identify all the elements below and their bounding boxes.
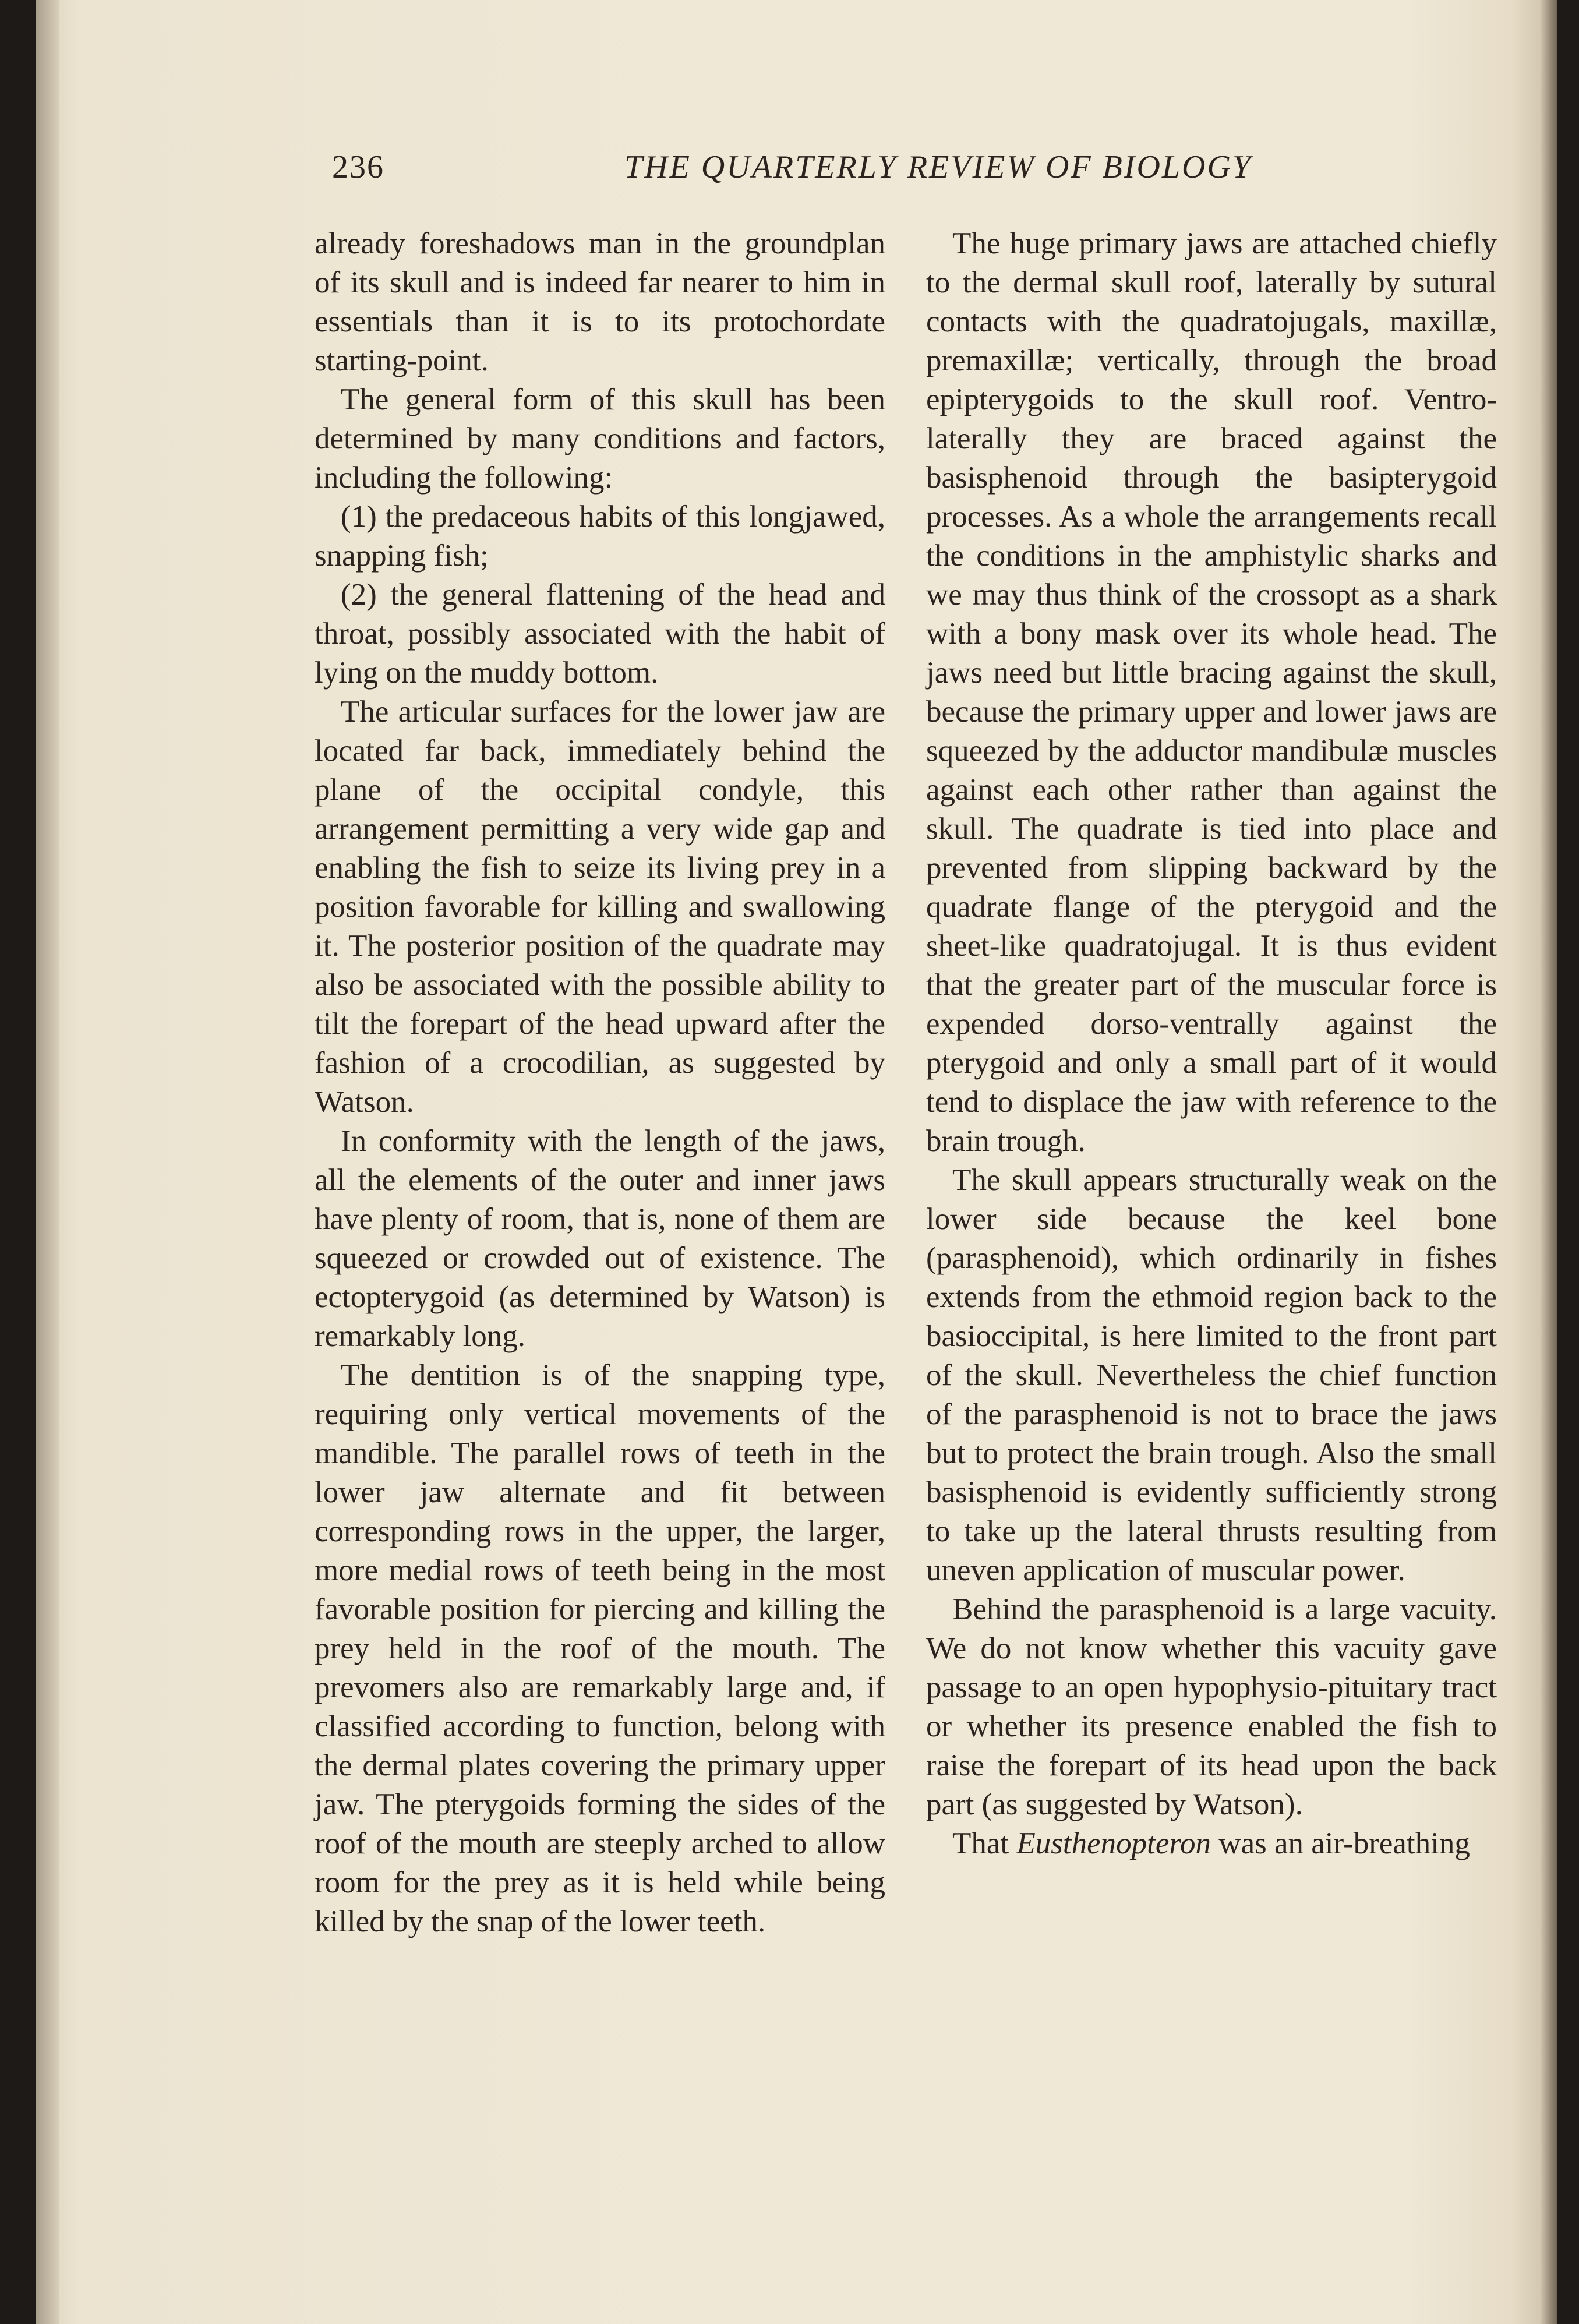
- last-line-suffix: was an air-breathing: [1218, 1827, 1470, 1860]
- page-gutter: [36, 0, 59, 2324]
- list-item: (1) the predaceous habits of this longjawed, snapping fish;: [315, 500, 885, 573]
- running-head: [36, 149, 1557, 195]
- right-column: [926, 224, 1497, 1863]
- taxon-name: Eusthenopteron: [1016, 1827, 1211, 1860]
- left-column: [315, 224, 885, 1941]
- paragraph: The articular surfaces for the lower jaw are located far back, immediately behind the plane of the occipital condyle, this arrangement permitting a very wide gap and enabling the fish to seize its living prey in a position favorable for killing and swallowing it. The posterior position of the quadrate may also be associated with the possible ability to tilt the forepart of the head upward after the fashion of a crocodilian, as suggested by Watson.: [315, 695, 885, 1119]
- paragraph: The general form of this skull has been determined by many conditions and factors, including the following:: [315, 383, 885, 495]
- book-page: [36, 0, 1557, 2324]
- page-number: 236: [332, 149, 384, 185]
- paragraph: Behind the parasphenoid is a large vacuity. We do not know whether this vacuity gave passage to an open hypophysio-pituitary tract or whether its presence enabled the fish to raise the forepart of its head upon the back part (as suggested by Watson).: [926, 1592, 1497, 1821]
- paragraph: already foreshadows man in the groundplan of its skull and is indeed far nearer to him in essentials than it is to its protochordate starting-point.: [315, 227, 885, 377]
- list-item: (2) the general flattening of the head and throat, possibly associated with the habit of lying on the muddy bottom.: [315, 578, 885, 690]
- last-line-prefix: That: [952, 1827, 1009, 1860]
- paragraph-last-line: [926, 1824, 1497, 1863]
- paragraph: The huge primary jaws are attached chiefly to the dermal skull roof, laterally by sutural contacts with the quadratojugals, maxillæ, premaxillæ; vertically, through the broad epipterygoids to the skull roof. Ventro-laterally they are braced against the basisphenoid through the basipterygoid processes. As a whole the arrangements recall the conditions in the amphistylic sharks and we may thus think of the crossopt as a shark with a bony mask over its whole head. The jaws need but little bracing against the skull, because the primary upper and lower jaws are squeezed by the adductor mandibulæ muscles against each other rather than against the skull. The quadrate is tied into place and prevented from slipping backward by the quadrate flange of the pterygoid and the sheet-like quadratojugal. It is thus evident that the greater part of the muscular force is expended dorso-ventrally against the pterygoid and only a small part of it would tend to displace the jaw with reference to the brain trough.: [926, 227, 1497, 1158]
- paragraph: The skull appears structurally weak on the lower side because the keel bone (parasphenoid), which ordinarily in fishes extends from the ethmoid region back to the basioccipital, is here limited to the front part of the skull. Nevertheless the chief function of the parasphenoid is not to brace the jaws but to protect the brain trough. Also the small basisphenoid is evidently sufficiently strong to take up the lateral thrusts resulting from uneven application of muscular power.: [926, 1163, 1497, 1587]
- paragraph: The dentition is of the snapping type, requiring only vertical movements of the mandible. The parallel rows of teeth in the lower jaw alternate and fit between corresponding rows in the upper, the larger, more medial rows of teeth being in the most favorable position for piercing and killing the prey held in the roof of the mouth. The prevomers also are remarkably large and, if classified according to function, belong with the dermal plates covering the primary upper jaw. The pterygoids forming the sides of the roof of the mouth are steeply arched to allow room for the prey as it is held while being killed by the snap of the lower teeth.: [315, 1358, 885, 1938]
- page-edge-shadow: [1540, 0, 1557, 2324]
- journal-title: THE QUARTERLY REVIEW OF BIOLOGY: [624, 149, 1253, 185]
- paragraph: In conformity with the length of the jaws, all the elements of the outer and inner jaws have plenty of room, that is, none of them are squeezed or crowded out of existence. The ectopterygoid (as determined by Watson) is remarkably long.: [315, 1124, 885, 1353]
